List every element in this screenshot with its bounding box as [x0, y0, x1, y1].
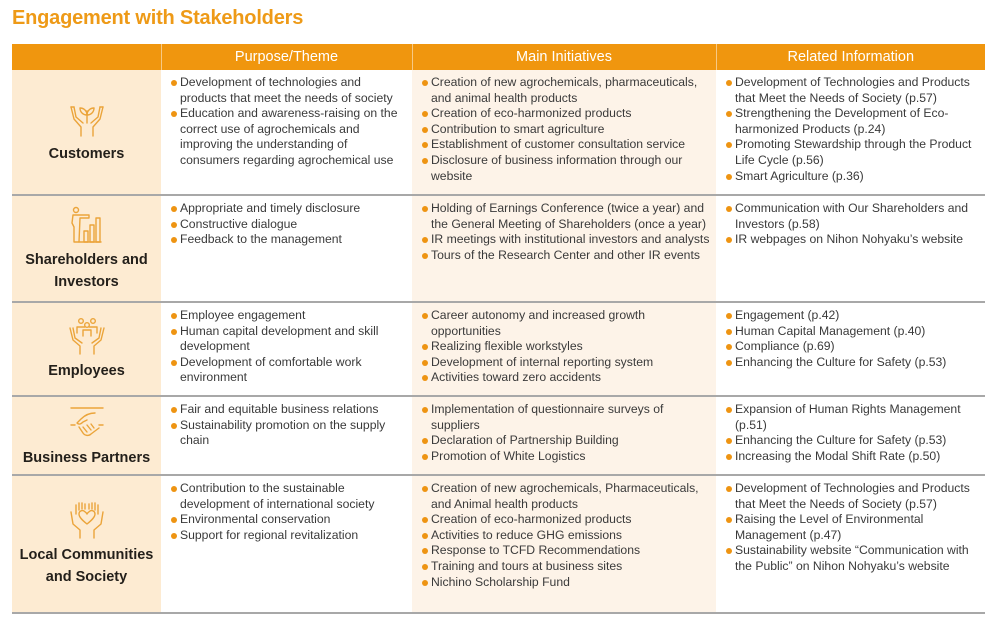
list-item: Nichino Scholarship Fund [422, 575, 710, 591]
header-main-initiatives: Main Initiatives [412, 44, 716, 70]
list-item: Implementation of questionnaire surveys of suppliers [422, 402, 710, 433]
purpose-cell [161, 195, 412, 302]
list-item: Creation of new agrochemicals, pharmaceuticals, and animal health products [422, 75, 710, 106]
list-item: Holding of Earnings Conference (twice a year) and the General Meeting of Shareholders (once a year) [422, 201, 710, 232]
stakeholder-cell [12, 70, 161, 195]
initiatives-cell [412, 195, 716, 302]
stakeholder-name: Customers [48, 146, 125, 162]
list-item: Development of internal reporting system [422, 355, 710, 371]
handshake-icon [65, 403, 109, 443]
table-row-local-communities [12, 475, 985, 613]
list-item: Creation of new agrochemicals, Pharmaceuticals, and Animal health products [422, 481, 710, 512]
stakeholder-name: Local Communities and Society [19, 547, 154, 585]
purpose-cell [161, 396, 412, 475]
hands-heart-icon [65, 500, 109, 540]
list-item: Promotion of White Logistics [422, 449, 710, 465]
hands-sprout-icon [65, 99, 109, 139]
list-item: Contribution to smart agriculture [422, 122, 710, 138]
list-item: Compliance (p.69) [726, 339, 979, 355]
list-item: Fair and equitable business relations [171, 402, 406, 418]
related-info-cell [716, 475, 985, 613]
list-item: Human capital development and skill development [171, 324, 406, 355]
table-row-customers [12, 70, 985, 195]
presenter-bar-chart-icon [65, 205, 109, 245]
table-row-shareholders-investors [12, 195, 985, 302]
list-item: Feedback to the management [171, 232, 406, 248]
list-item: Disclosure of business information through our website [422, 153, 710, 184]
list-item: Expansion of Human Rights Management (p.51) [726, 402, 979, 433]
list-item: Development of technologies and products that meet the needs of society [171, 75, 406, 106]
header-stakeholder [12, 44, 161, 70]
hands-people-icon [65, 316, 109, 356]
list-item: Appropriate and timely disclosure [171, 201, 406, 217]
list-item: Response to TCFD Recommendations [422, 543, 710, 559]
initiatives-cell [412, 70, 716, 195]
list-item: IR meetings with institutional investors and analysts [422, 232, 710, 248]
list-item: Constructive dialogue [171, 217, 406, 233]
list-item: Human Capital Management (p.40) [726, 324, 979, 340]
purpose-cell [161, 70, 412, 195]
list-item: Career autonomy and increased growth opportunities [422, 308, 710, 339]
list-item: Communication with Our Shareholders and Investors (p.58) [726, 201, 979, 232]
list-item: Activities to reduce GHG emissions [422, 528, 710, 544]
list-item: Education and awareness-raising on the correct use of agrochemicals and improving the understanding of consumers regarding agrochemical use [171, 106, 406, 168]
list-item: Strengthening the Development of Eco-harmonized Products (p.24) [726, 106, 979, 137]
list-item: Development of Technologies and Products that Meet the Needs of Society (p.57) [726, 75, 979, 106]
stakeholder-cell [12, 302, 161, 396]
list-item: Enhancing the Culture for Safety (p.53) [726, 355, 979, 371]
initiatives-cell [412, 302, 716, 396]
related-info-cell [716, 302, 985, 396]
list-item: Establishment of customer consultation service [422, 137, 710, 153]
table-header-row [12, 44, 985, 70]
list-item: Smart Agriculture (p.36) [726, 169, 979, 185]
related-info-cell [716, 70, 985, 195]
page-title: Engagement with Stakeholders [12, 7, 304, 29]
table-row-employees [12, 302, 985, 396]
list-item: Sustainability promotion on the supply chain [171, 418, 406, 449]
list-item: Contribution to the sustainable development of international society [171, 481, 406, 512]
list-item: Sustainability website “Communication with the Public” on Nihon Nohyaku’s website [726, 543, 979, 574]
initiatives-cell [412, 396, 716, 475]
list-item: Activities toward zero accidents [422, 370, 710, 386]
list-item: Training and tours at business sites [422, 559, 710, 575]
list-item: Realizing flexible workstyles [422, 339, 710, 355]
stakeholder-cell [12, 475, 161, 613]
list-item: Employee engagement [171, 308, 406, 324]
initiatives-cell [412, 475, 716, 613]
stakeholder-name: Business Partners [22, 449, 151, 466]
related-info-cell [716, 195, 985, 302]
purpose-cell [161, 475, 412, 613]
list-item: Declaration of Partnership Building [422, 433, 710, 449]
stakeholder-cell [12, 396, 161, 475]
list-item: Creation of eco-harmonized products [422, 106, 710, 122]
table-row-business-partners [12, 396, 985, 475]
list-item: Engagement (p.42) [726, 308, 979, 324]
list-item: Environmental conservation [171, 512, 406, 528]
list-item: Development of comfortable work environment [171, 355, 406, 386]
list-item: Promoting Stewardship through the Product Life Cycle (p.56) [726, 137, 979, 168]
list-item: Development of Technologies and Products that Meet the Needs of Society (p.57) [726, 481, 979, 512]
list-item: Enhancing the Culture for Safety (p.53) [726, 433, 979, 449]
header-purpose-theme: Purpose/Theme [161, 44, 412, 70]
list-item: Support for regional revitalization [171, 528, 406, 544]
list-item: Creation of eco-harmonized products [422, 512, 710, 528]
related-info-cell [716, 396, 985, 475]
stakeholder-engagement-table [12, 44, 985, 614]
stakeholder-name: Employees [48, 363, 125, 379]
stakeholder-cell [12, 195, 161, 302]
stakeholder-name: Shareholders and Investors [25, 251, 148, 290]
list-item: Increasing the Modal Shift Rate (p.50) [726, 449, 979, 465]
list-item: Tours of the Research Center and other IR events [422, 248, 710, 264]
list-item: IR webpages on Nihon Nohyaku’s website [726, 232, 979, 248]
purpose-cell [161, 302, 412, 396]
list-item: Raising the Level of Environmental Management (p.47) [726, 512, 979, 543]
header-related-information: Related Information [716, 44, 985, 70]
